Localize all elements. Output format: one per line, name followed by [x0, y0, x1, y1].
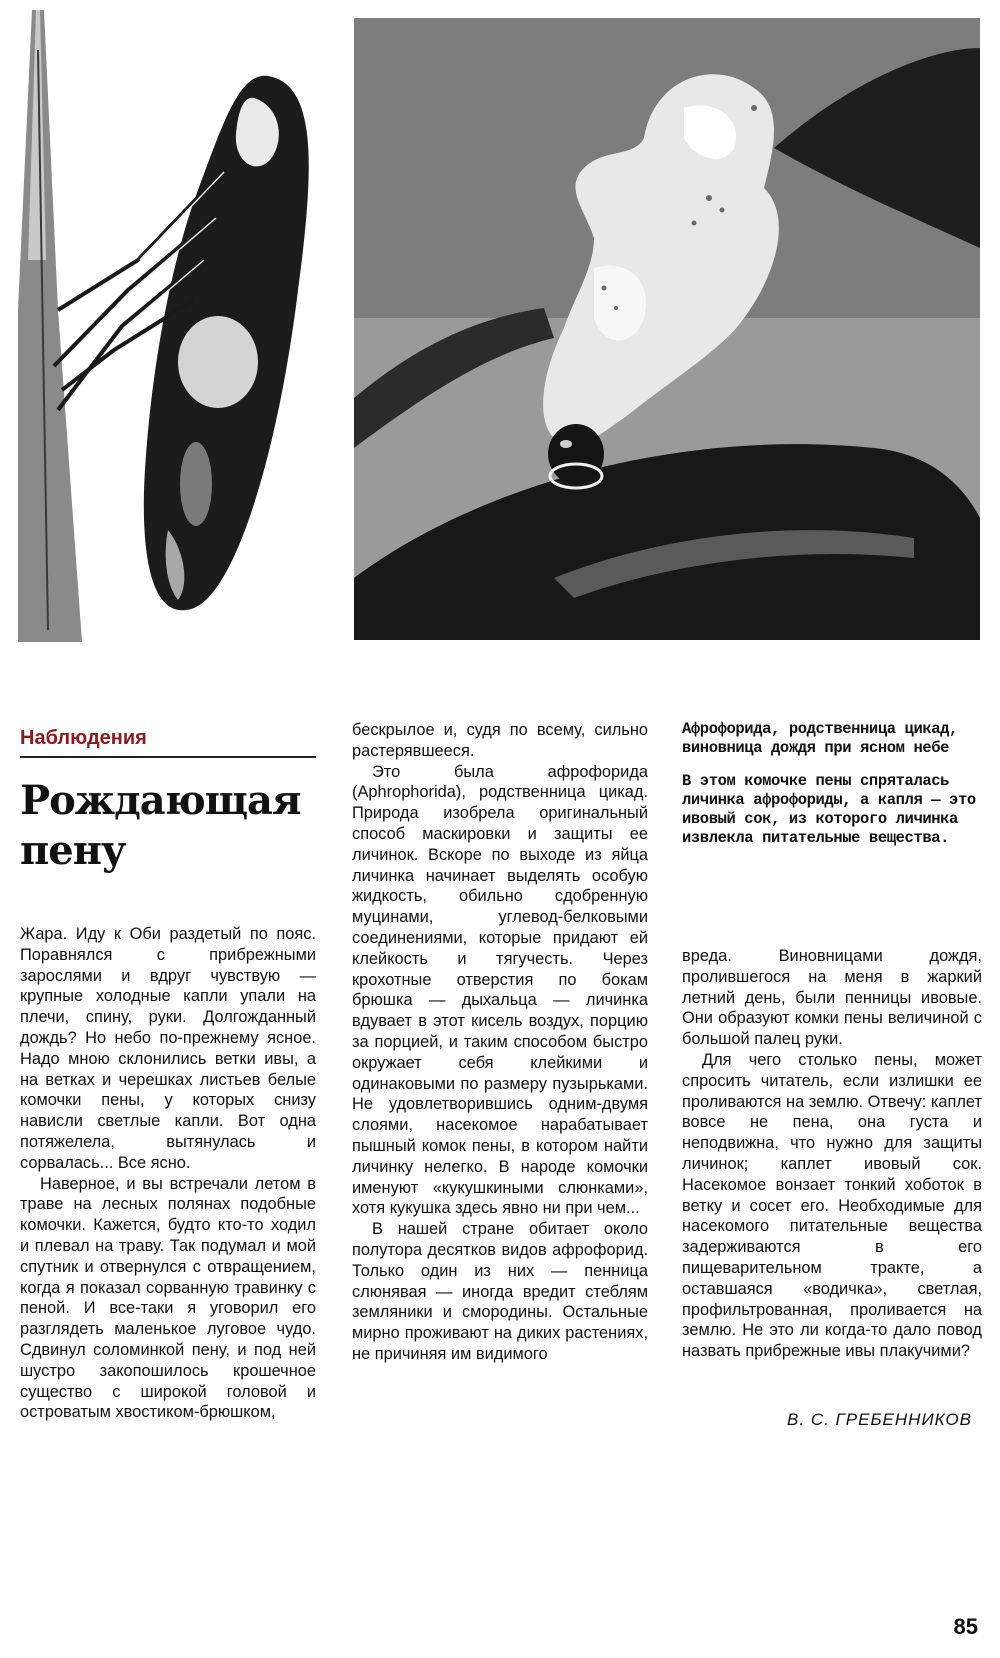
- paragraph: вреда. Виновницами дождя, пролившегося на меня в жаркий летний день, были пенницы ивовые. Они образуют комки пены величиной с большой палец руки.: [682, 947, 982, 1049]
- caption-left-photo: Афрофорида, родственница цикад, виновница дождя при ясном небе: [682, 720, 958, 757]
- paragraph: Для чего столько пены, может спросить читатель, если излишки ее проливаются на землю. Отвечу: каплет вовсе не пена, она густа и неподвижна, что нужно для защиты личинок; каплет ивовый сок. Насекомое вонзает тонкий хоботок в ветку и сосет его. Необходимые для насекомого питательные вещества задерживаются в его пищеварительном тракте, а оставшаяся «водичка», светлая, профильтрованная, проливается на землю. Не это ли когда-то дало повод назвать прибрежные ивы плакучими?: [682, 1050, 982, 1361]
- article-body-col3: [682, 946, 982, 1362]
- paragraph: бескрылое и, судя по всему, сильно растерявшееся.: [352, 721, 648, 760]
- column-2: [352, 720, 648, 1365]
- photo-insect-on-twig: [18, 10, 330, 642]
- paragraph: В нашей стране обитает около полутора десятков видов афрофорид. Только один из них — пенница слюнявая — иногда вредит стеблям земляники и смородины. Остальные мирно проживают на диких растениях, не причиняя им видимого: [352, 1220, 648, 1363]
- photo-foam-with-droplet: [354, 18, 980, 640]
- insect-illustration: [18, 10, 330, 642]
- rubric: Наблюдения: [20, 727, 316, 758]
- paragraph: Жара. Иду к Оби раздетый по пояс. Поравнялся с прибрежными зарослями и вдруг чувствую — крупные холодные капли упали на плечи, спину, руки. Долгожданный дождь? Но небо по-прежнему ясное. Надо мною склонились ветки ивы, а на ветках и черешках листьев белые комочки пены, у которых снизу нависли светлые капли. Вот одна потяжелела, вытянулась и сорвалась... Все ясно.: [20, 925, 316, 1172]
- title-line-2: пену: [20, 827, 126, 874]
- article-body-col2: [352, 720, 648, 1365]
- article-title: [20, 776, 316, 876]
- author-signature: В. С. ГРЕБЕННИКОВ: [787, 1409, 972, 1429]
- column-3: [682, 720, 982, 1430]
- page-number: 85: [953, 1614, 978, 1639]
- foam-illustration: [354, 18, 980, 640]
- title-line-1: Рождающая: [20, 777, 301, 824]
- paragraph: Это была афрофорида (Aphrophorida), родственница цикад. Природа изобрела оригинальный способ маскировки и защиты ее личинок. Вскоре по выходе из яйца личинка начинает выделять особую жидкость, обильно сдобренную муцинами, углевод-белковыми соединениями, которые придают ей клейкость и тягучесть. Через крохотные отверстия по бокам брюшка — дыхальца — личинка вдувает в этот кисель воздух, порцию за порцией, и таким способом быстро окружает себя клейкими и одинаковыми по размеру пузырьками. Не удовлетворившись одним-двумя слоями, насекомое нарабатывает пышный комок пены, в котором найти личинку нелегко. В народе комочки именуют «кукушкиными слюнками», хотя кукушка здесь явно ни при чем...: [352, 762, 648, 1218]
- article-body-col1: [20, 924, 316, 1423]
- paragraph: Наверное, и вы встречали летом в траве на лесных полянах подобные комочки. Кажется, будто кто-то ходил и плевал на траву. Так подумал и мой спутник и отвернулся с отвращением, когда я показал сорванную травинку с пеной. И все-таки я уговорил его разглядеть маленькое луговое чудо. Сдвинул соломинкой пену, и под ней шустро закопошилось крошечное существо с широкой головой и островатым хвостиком-брюшком,: [20, 1174, 316, 1422]
- caption-right-photo: В этом комочке пены спряталась личинка афрофориды, а капля — это ивовый сок, из которого личинка извлекла питательные вещества.: [682, 772, 976, 847]
- column-1: [20, 720, 316, 1423]
